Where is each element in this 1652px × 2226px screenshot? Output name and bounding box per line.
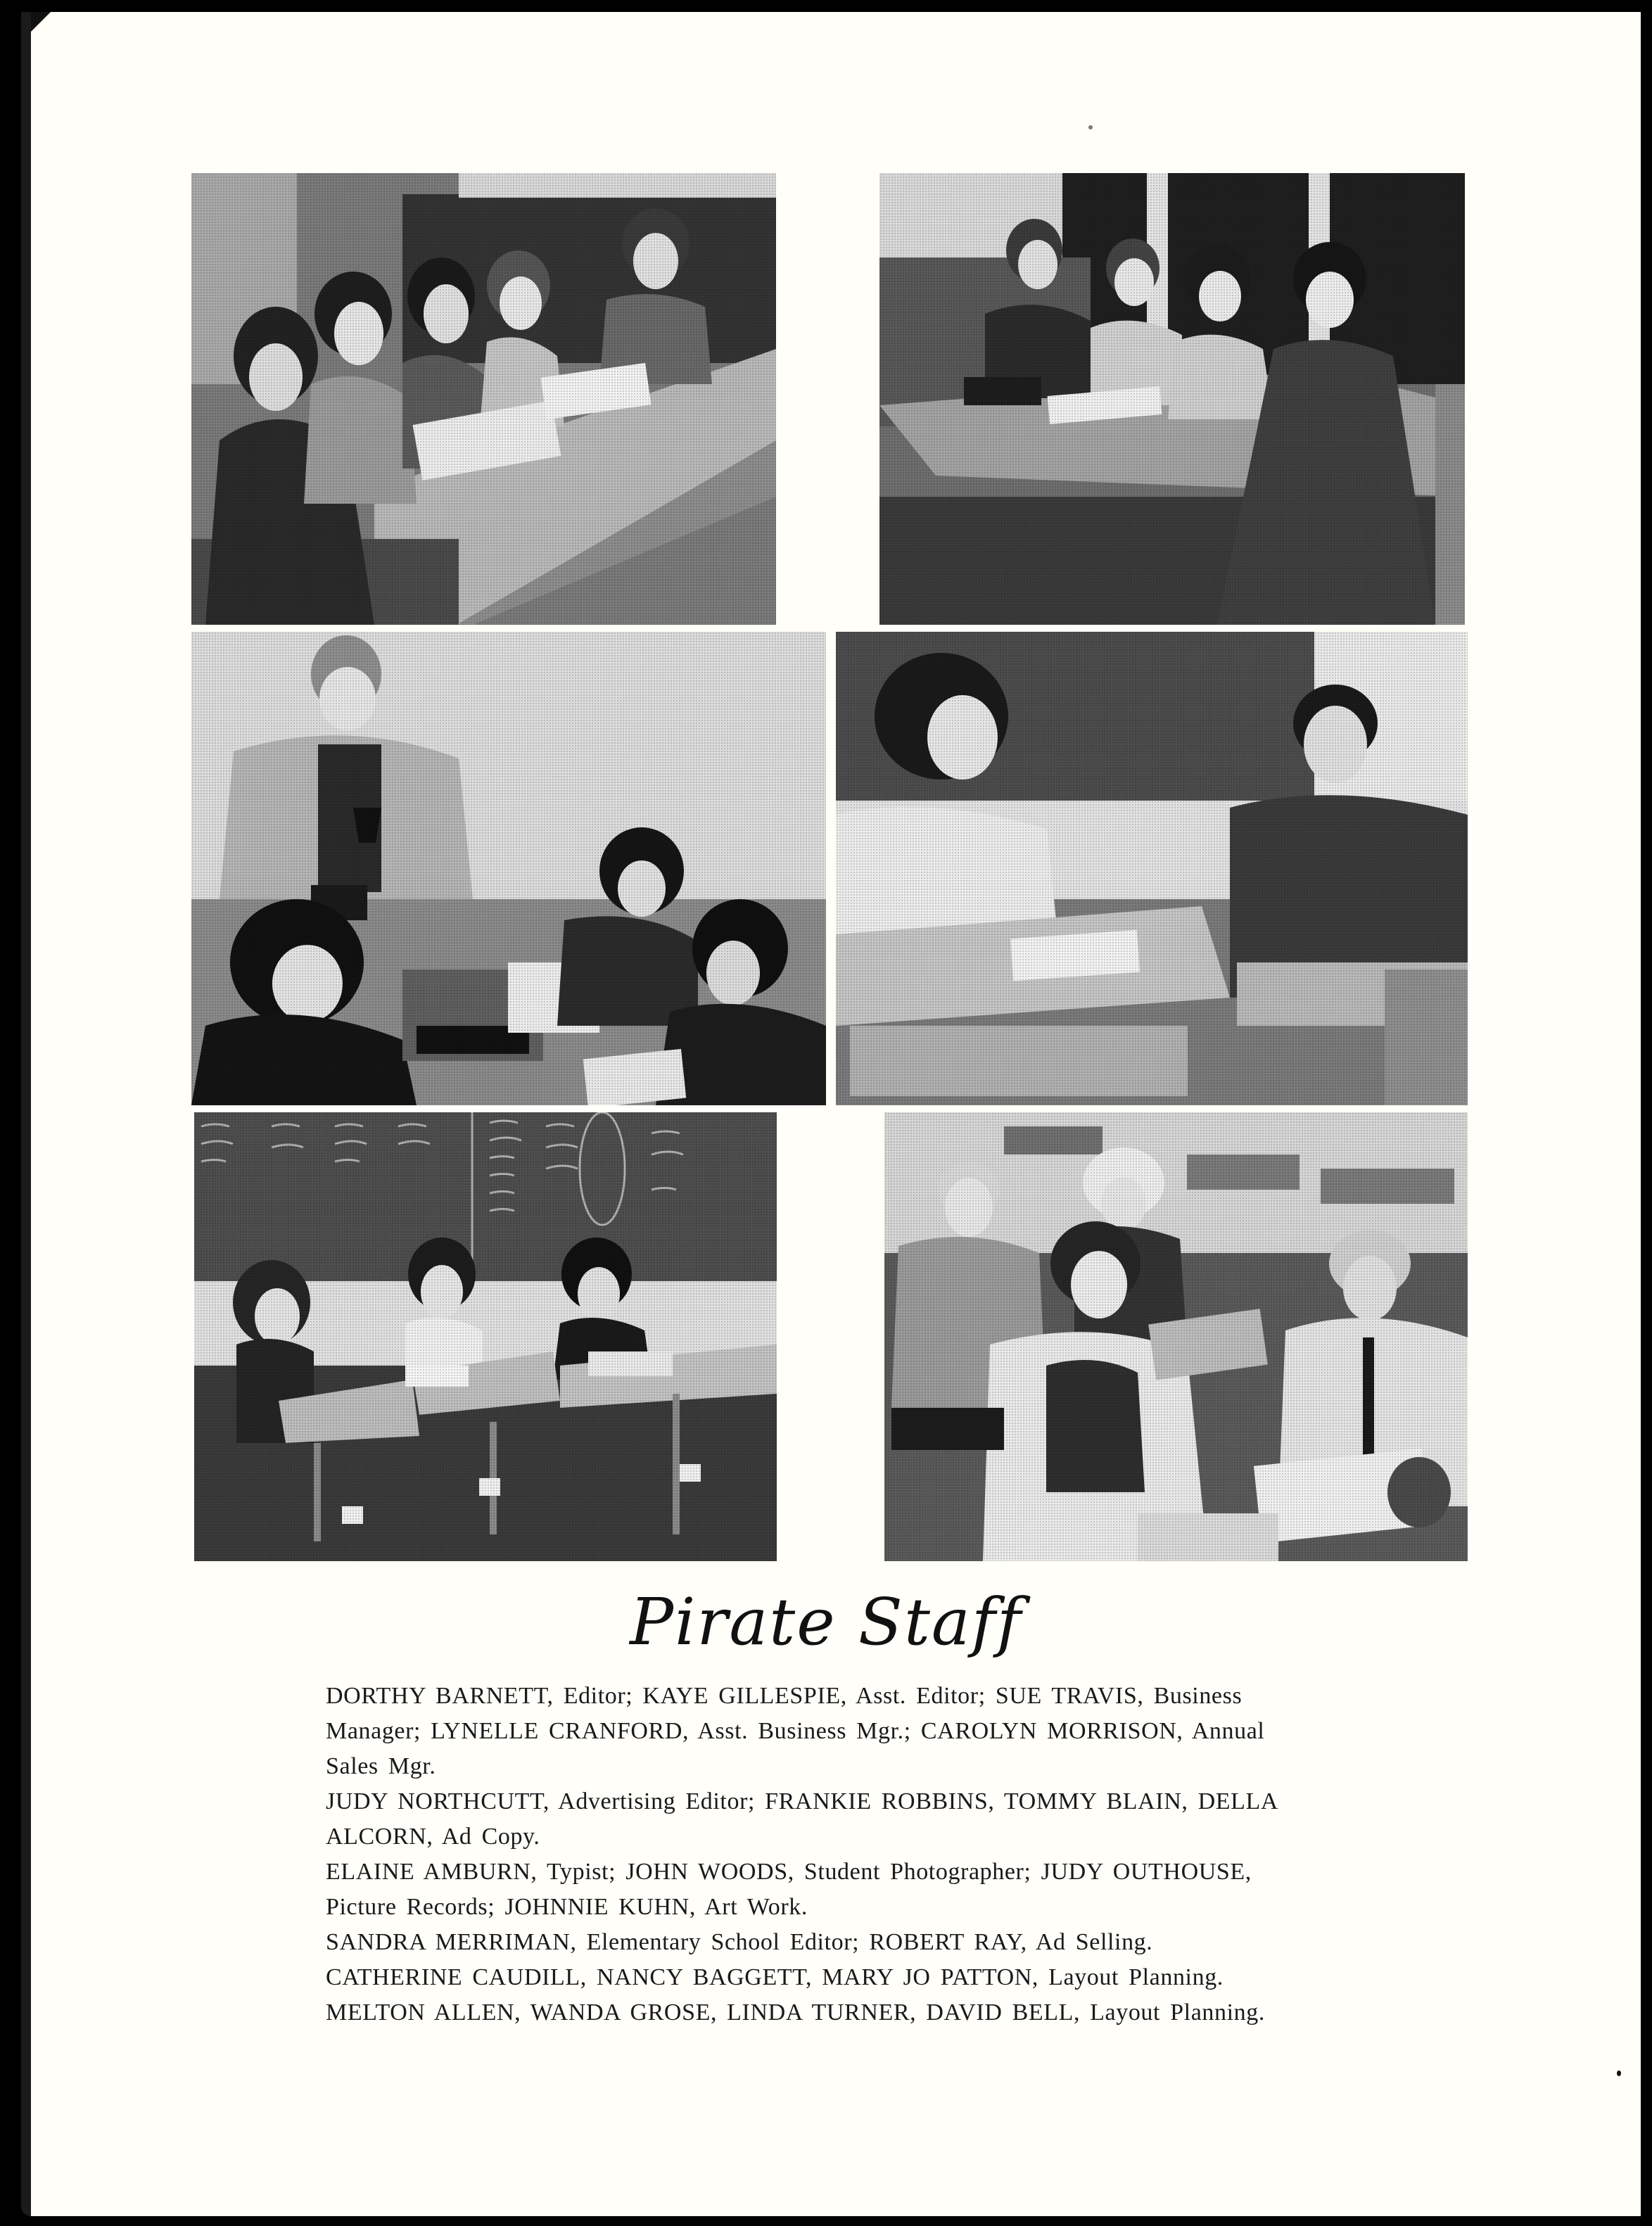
photo-1-image [191,173,776,625]
photo-staff-table-mixed [879,173,1465,625]
staff-line: MELTON ALLEN, WANDA GROSE, LINDA TURNER, DAVID BELL, Layout Planning. [326,1999,1265,2025]
staff-line: CATHERINE CAUDILL, NANCY BAGGETT, MARY JO PATTON, Layout Planning. [326,1964,1224,1990]
paper-speck [1617,2071,1621,2076]
photo-2-image [879,173,1465,625]
photo-staff-table-girls [191,173,776,625]
photo-6-image [884,1112,1468,1561]
staff-line: JUDY NORTHCUTT, Advertising Editor; FRANKIE ROBBINS, TOMMY BLAIN, DELLA [326,1788,1278,1814]
staff-line: Sales Mgr. [326,1753,436,1779]
photo-5-image [194,1112,777,1561]
photo-two-at-desks [836,632,1468,1105]
staff-line: Picture Records; JOHNNIE KUHN, Art Work. [326,1894,808,1920]
staff-line: SANDRA MERRIMAN, Elementary School Editor; ROBERT RAY, Ad Selling. [326,1929,1153,1955]
photo-three-girls-chalkboard [194,1112,777,1561]
staff-list [326,1679,1339,2030]
paper-speck [1088,125,1093,129]
photo-4-image [836,632,1468,1105]
staff-line: ALCORN, Ad Copy. [326,1824,540,1850]
photo-four-with-yearbooks [884,1112,1468,1561]
photo-3-image [191,632,826,1105]
staff-line: DORTHY BARNETT, Editor; KAYE GILLESPIE, Asst. Editor; SUE TRAVIS, Business [326,1683,1243,1709]
page-corner [31,12,51,32]
photo-typewriter-group [191,632,826,1105]
page-title: Pirate Staff [630,1584,1022,1660]
staff-line: ELAINE AMBURN, Typist; JOHN WOODS, Student Photographer; JUDY OUTHOUSE, [326,1859,1252,1885]
staff-line: Manager; LYNELLE CRANFORD, Asst. Business Mgr.; CAROLYN MORRISON, Annual [326,1718,1265,1744]
